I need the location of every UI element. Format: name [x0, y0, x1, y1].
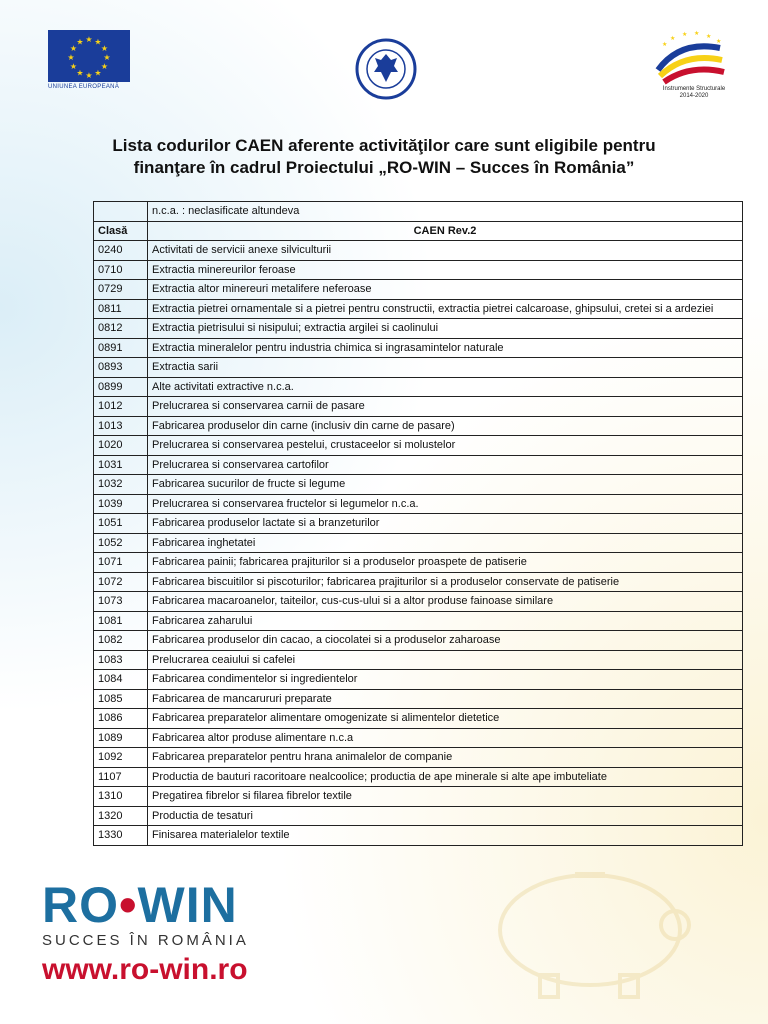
table-row — [94, 397, 743, 417]
title-line-1: Lista codurilor CAEN aferente activităţilor care sunt eligibile pentru — [112, 136, 656, 155]
caen-code-cell: 1083 — [94, 650, 148, 670]
svg-text:★: ★ — [76, 68, 84, 78]
caen-code-cell: 1089 — [94, 728, 148, 748]
table-row — [94, 787, 743, 807]
caen-code-cell: 1320 — [94, 806, 148, 826]
table-row — [94, 436, 743, 456]
caen-description-cell: Productia de tesaturi — [148, 806, 743, 826]
title-line-2: finanţare în cadrul Proiectului „RO-WIN – Succes în România” — [133, 158, 635, 177]
eu-logo — [48, 30, 130, 90]
table-row — [94, 709, 743, 729]
table-row — [94, 338, 743, 358]
eu-caption: UNIUNEA EUROPEANĂ — [48, 84, 120, 90]
caen-description-cell: Extractia mineralelor pentru industria chimica si ingrasamintelor naturale — [148, 338, 743, 358]
caen-code-cell: 0811 — [94, 299, 148, 319]
instrumente-structurale-logo — [640, 30, 740, 105]
caen-code-cell: 1310 — [94, 787, 148, 807]
svg-text:★: ★ — [100, 44, 109, 53]
website-link[interactable]: www.ro-win.ro — [42, 953, 248, 986]
caen-description-cell: Prelucrarea si conservarea pestelui, crustaceelor si molustelor — [148, 436, 743, 456]
svg-text:★: ★ — [85, 71, 93, 80]
caen-code-cell: 0891 — [94, 338, 148, 358]
caen-code-cell: 0710 — [94, 260, 148, 280]
caen-description-cell: Extractia altor minereuri metalifere neferoase — [148, 280, 743, 300]
caen-code-cell: 1071 — [94, 553, 148, 573]
caen-description-cell: Fabricarea condimentelor si ingredientelor — [148, 670, 743, 690]
caen-description-cell: Fabricarea sucurilor de fructe si legume — [148, 475, 743, 495]
caen-code-cell: 1081 — [94, 611, 148, 631]
caen-description-cell: Fabricarea inghetatei — [148, 533, 743, 553]
table-row — [94, 377, 743, 397]
brand-win: WIN — [137, 877, 238, 933]
svg-text:★: ★ — [94, 68, 102, 78]
caen-code-cell: 1032 — [94, 475, 148, 495]
svg-text:★: ★ — [94, 37, 102, 47]
ro-win-logo — [42, 877, 249, 949]
svg-text:★: ★ — [670, 35, 676, 42]
caen-code-cell: 0893 — [94, 358, 148, 378]
table-row — [94, 611, 743, 631]
column-header-caen: CAEN Rev.2 — [148, 221, 743, 241]
caen-code-cell: 1084 — [94, 670, 148, 690]
caen-description-cell: Prelucrarea ceaiului si cafelei — [148, 650, 743, 670]
caen-code-cell: 1330 — [94, 826, 148, 846]
table-row — [94, 650, 743, 670]
table-row — [94, 670, 743, 690]
document-title — [60, 135, 708, 179]
table-row — [94, 358, 743, 378]
table-row — [94, 553, 743, 573]
caen-code-cell: 0729 — [94, 280, 148, 300]
table-row — [94, 767, 743, 787]
table-row — [94, 728, 743, 748]
caen-description-cell: Fabricarea produselor lactate si a branzeturilor — [148, 514, 743, 534]
caen-code-cell: 1107 — [94, 767, 148, 787]
table-row — [94, 592, 743, 612]
caen-description-cell: Fabricarea altor produse alimentare n.c.a — [148, 728, 743, 748]
caen-description-cell: Fabricarea de mancarururi preparate — [148, 689, 743, 709]
government-seal-logo — [353, 38, 419, 100]
caen-description-cell: Prelucrarea si conservarea fructelor si legumelor n.c.a. — [148, 494, 743, 514]
caen-description-cell: Fabricarea macaroanelor, taiteilor, cus-cus-ului si a altor produse fainoase similare — [148, 592, 743, 612]
table-row — [94, 748, 743, 768]
caen-table-body — [94, 202, 743, 846]
brand-ro: RO — [42, 877, 119, 933]
table-row — [94, 514, 743, 534]
caen-description-cell: Fabricarea biscuitilor si piscoturilor; fabricarea prajiturilor si a produselor conservate de patiserie — [148, 572, 743, 592]
caen-description-cell: Extractia sarii — [148, 358, 743, 378]
table-row — [94, 319, 743, 339]
piggy-bank-watermark-icon — [470, 850, 710, 1000]
caen-code-cell: 1086 — [94, 709, 148, 729]
caen-code-cell: 0899 — [94, 377, 148, 397]
caen-description-cell: Pregatirea fibrelor si filarea fibrelor textile — [148, 787, 743, 807]
table-note-row — [94, 202, 743, 222]
caen-code-cell: 1082 — [94, 631, 148, 651]
is-caption-line2: 2014-2020 — [679, 93, 709, 99]
table-row — [94, 475, 743, 495]
caen-code-cell: 1092 — [94, 748, 148, 768]
svg-text:★: ★ — [716, 38, 722, 45]
ro-win-wordmark — [42, 877, 249, 933]
caen-description-cell: Fabricarea produselor din carne (inclusiv din carne de pasare) — [148, 416, 743, 436]
table-row — [94, 572, 743, 592]
caen-code-cell: 1013 — [94, 416, 148, 436]
table-note: n.c.a. : neclasificate altundeva — [148, 202, 743, 222]
caen-code-cell: 0240 — [94, 241, 148, 261]
caen-description-cell: Finisarea materialelor textile — [148, 826, 743, 846]
caen-description-cell: Alte activitati extractive n.c.a. — [148, 377, 743, 397]
table-row — [94, 806, 743, 826]
table-row — [94, 689, 743, 709]
caen-code-cell: 0812 — [94, 319, 148, 339]
column-header-class: Clasă — [94, 221, 148, 241]
caen-description-cell: Fabricarea zaharului — [148, 611, 743, 631]
caen-codes-table — [93, 201, 743, 846]
caen-code-cell: 1031 — [94, 455, 148, 475]
svg-text:★: ★ — [694, 30, 700, 37]
table-header-row — [94, 221, 743, 241]
svg-text:★: ★ — [76, 37, 84, 47]
table-row — [94, 241, 743, 261]
caen-code-cell: 1020 — [94, 436, 148, 456]
brand-dot: • — [119, 877, 138, 933]
svg-text:★: ★ — [67, 53, 75, 62]
svg-text:★: ★ — [100, 62, 109, 71]
svg-text:★: ★ — [662, 41, 668, 48]
caen-code-cell: 1012 — [94, 397, 148, 417]
table-row — [94, 416, 743, 436]
caen-code-cell: 1051 — [94, 514, 148, 534]
eu-flag-icon — [48, 30, 130, 82]
svg-text:★: ★ — [69, 44, 78, 53]
caen-description-cell: Fabricarea painii; fabricarea prajiturilor si a produselor proaspete de patiserie — [148, 553, 743, 573]
caen-code-cell: 1085 — [94, 689, 148, 709]
caen-description-cell: Extractia pietrisului si nisipului; extractia argilei si caolinului — [148, 319, 743, 339]
caen-description-cell: Prelucrarea si conservarea carnii de pasare — [148, 397, 743, 417]
table-row — [94, 826, 743, 846]
table-row — [94, 260, 743, 280]
table-row — [94, 455, 743, 475]
caen-description-cell: Prelucrarea si conservarea cartofilor — [148, 455, 743, 475]
caen-code-cell: 1052 — [94, 533, 148, 553]
brand-tagline: SUCCES ÎN ROMÂNIA — [42, 932, 249, 949]
caen-description-cell: Fabricarea produselor din cacao, a ciocolatei si a produselor zaharoase — [148, 631, 743, 651]
svg-text:★: ★ — [706, 33, 712, 40]
svg-text:★: ★ — [69, 62, 78, 71]
table-row — [94, 631, 743, 651]
caen-description-cell: Fabricarea preparatelor pentru hrana animalelor de companie — [148, 748, 743, 768]
caen-description-cell: Activitati de servicii anexe silviculturii — [148, 241, 743, 261]
caen-code-cell: 1073 — [94, 592, 148, 612]
instrumente-structurale-caption — [644, 86, 744, 100]
note-empty-cell — [94, 202, 148, 222]
caen-description-cell: Productia de bauturi racoritoare nealcoolice; productia de ape minerale si alte ape imbuteliate — [148, 767, 743, 787]
table-row — [94, 533, 743, 553]
is-caption-line1: Instrumente Structurale — [662, 86, 726, 92]
caen-code-cell: 1072 — [94, 572, 148, 592]
caen-description-cell: Extractia pietrei ornamentale si a pietrei pentru constructii, extractia pietrei calcaroase, ghipsului, cretei si a ardeziei — [148, 299, 743, 319]
caen-code-cell: 1039 — [94, 494, 148, 514]
table-row — [94, 299, 743, 319]
svg-text:★: ★ — [103, 53, 111, 62]
svg-text:★: ★ — [85, 35, 93, 44]
svg-text:★: ★ — [682, 31, 688, 38]
caen-description-cell: Fabricarea preparatelor alimentare omogenizate si alimentelor dietetice — [148, 709, 743, 729]
caen-description-cell: Extractia minereurilor feroase — [148, 260, 743, 280]
table-row — [94, 280, 743, 300]
table-row — [94, 494, 743, 514]
